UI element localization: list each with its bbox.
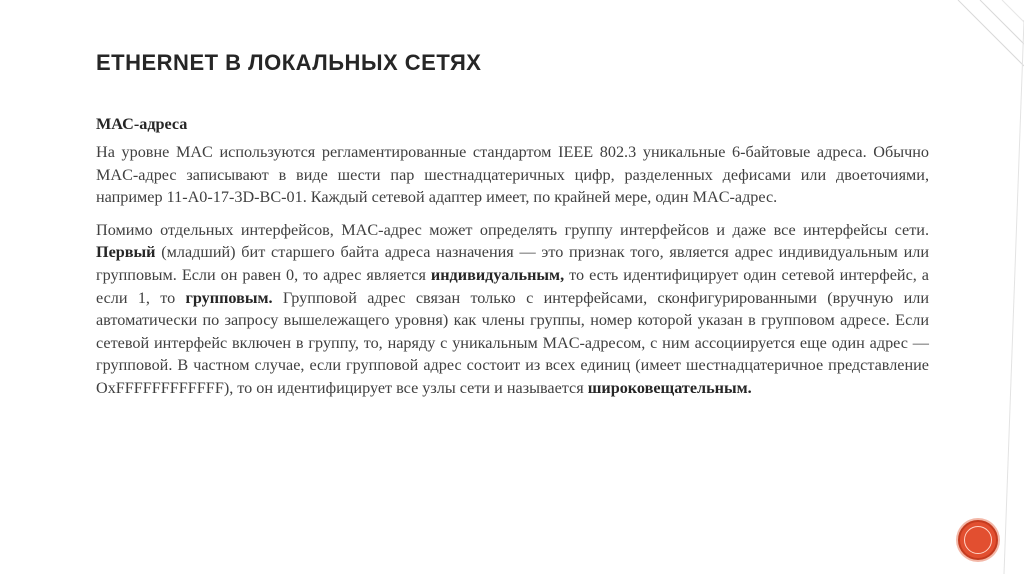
slide-content xyxy=(96,113,929,410)
section-subheading: МАС-адреса xyxy=(96,115,188,133)
text-run: то есть идентифицирует один сетевой интерфейс, а если 1, то xyxy=(96,265,929,307)
paragraph-address-types xyxy=(96,219,929,400)
paragraph-mac-intro: На уровне MAC используются регламентированные стандартом IEEE 802.3 уникальные 6-байтовые адреса. Обычно MAC-адрес записывают в виде шести пар шестнадцатеричных цифр, разделенных дефисами или двоеточиями, например 11-A0-17-3D-BC-01. Каждый сетевой адаптер имеет, по крайней мере, один MAC-адрес. xyxy=(96,143,929,207)
bold-term-broadcast: широковещательным. xyxy=(587,378,752,397)
decorative-corner-lines xyxy=(954,0,1024,574)
bold-term-group: групповым. xyxy=(185,288,273,307)
slide-number-badge xyxy=(958,520,998,560)
text-run: Помимо отдельных интерфейсов, MAC-адрес может определять группу интерфейсов и даже все интерфейсы сети. xyxy=(96,220,929,239)
text-run: (младший) бит старшего байта адреса назначения — это признак того, является адрес индивидуальным или групповым. Если он равен 0, то адрес является xyxy=(96,243,929,284)
slide-title: ETHERNET В ЛОКАЛЬНЫХ СЕТЯХ xyxy=(96,50,482,75)
bold-term-individual: индивидуальным, xyxy=(430,265,565,284)
text-run: Групповой адрес связан только с интерфейсами, сконфигурированными (вручную или автоматически по запросу вышележащего уровня) как члены группы, номер которой указан в групповом адресе. Если сетевой интерфейс включен в группу, то, наряду с уникальным MAC-адресом, с ним ассоциируется еще один адрес — групповой. В частном случае, если групповой адрес состоит из всех единиц (имеет шестнадцатеричное представление OxFFFFFFFFFFFF), то он идентифицирует все узлы сети и называется xyxy=(96,288,929,397)
bold-term-first: Первый xyxy=(96,243,156,262)
